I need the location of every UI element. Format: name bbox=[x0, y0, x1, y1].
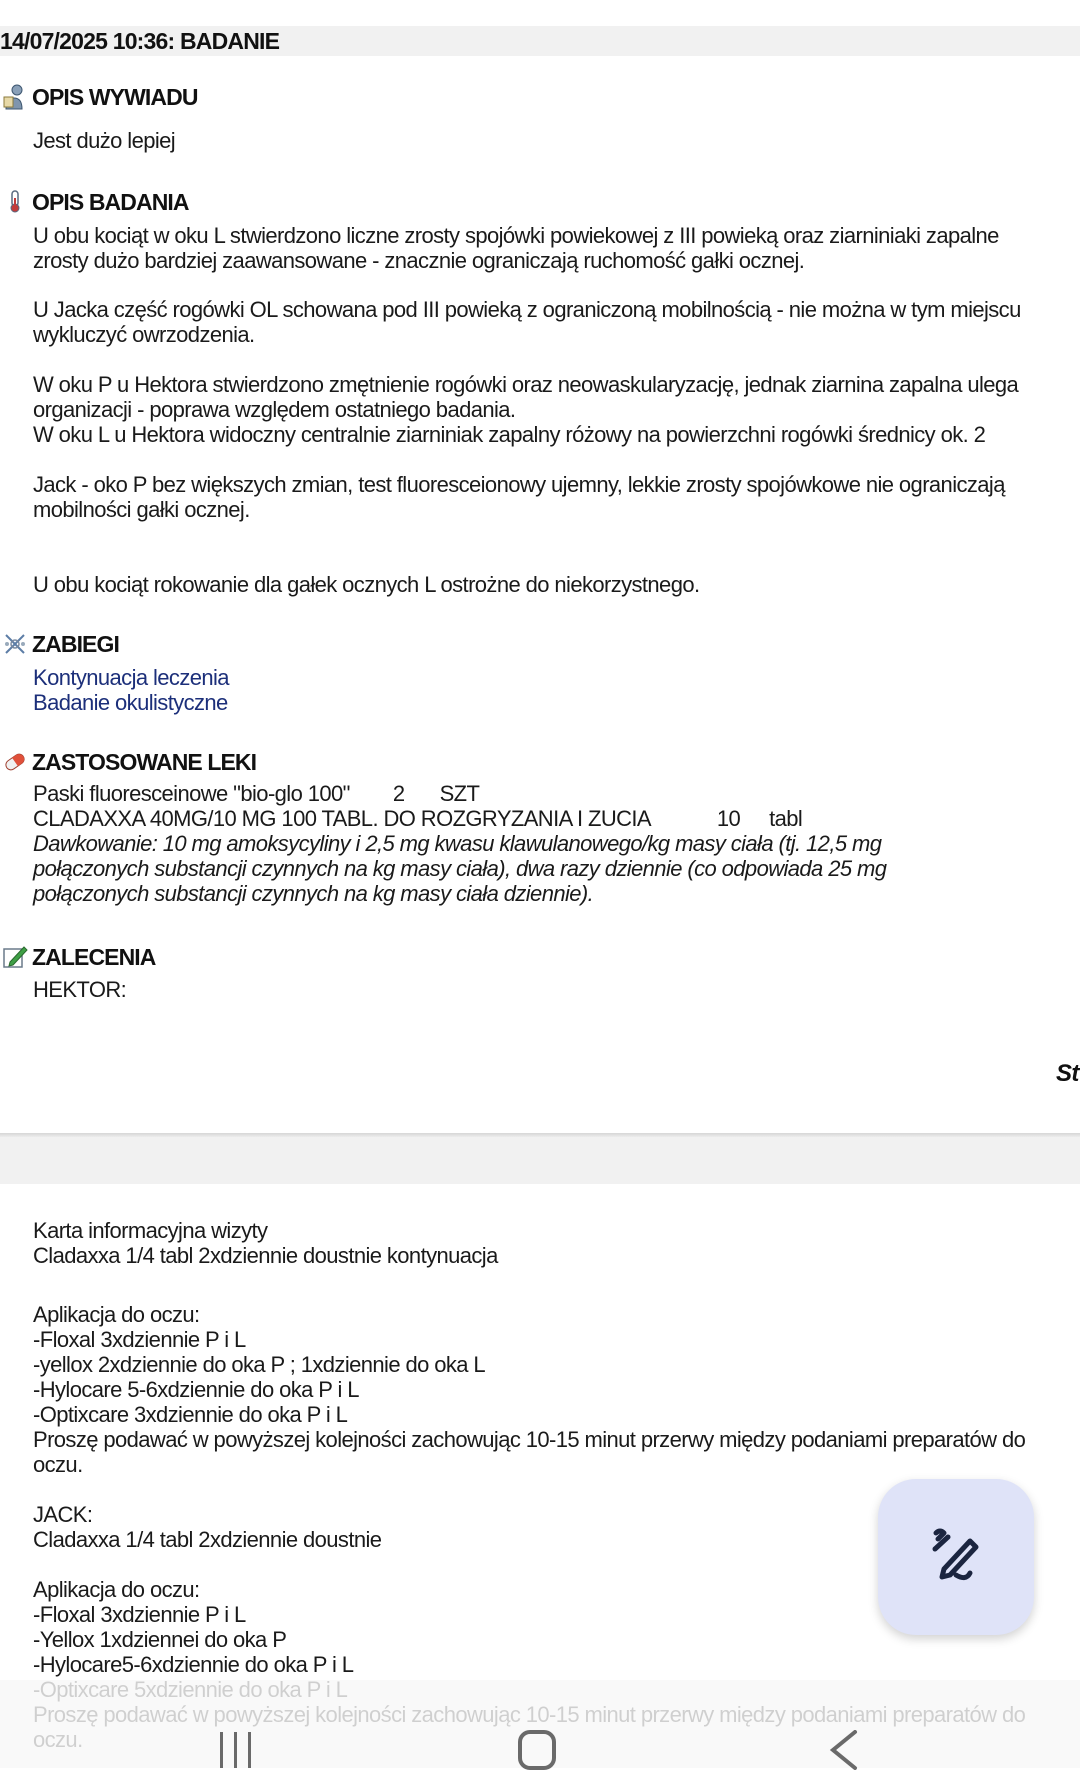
card-title: Karta informacyjna wizyty bbox=[33, 1218, 268, 1243]
card-line: Cladaxxa 1/4 tabl 2xdziennie doustnie bbox=[33, 1527, 382, 1552]
dosage-line: Dawkowanie: 10 mg amoksycyliny i 2,5 mg kwasu klawulanowego/kg masy ciała (tj. 12,5 mg bbox=[33, 831, 882, 856]
medication-unit: tabl bbox=[769, 806, 803, 831]
section-leki-title: ZASTOSOWANE LEKI bbox=[32, 748, 257, 775]
card-line: -Hylocare5-6xdziennie do oka P i L bbox=[33, 1652, 354, 1677]
medication-name: CLADAXXA 40MG/10 MG 100 TABL. DO ROZGRYZANIA I ZUCIA bbox=[33, 806, 650, 831]
card-line: oczu. bbox=[33, 1452, 83, 1477]
card-line: Aplikacja do oczu: bbox=[33, 1577, 200, 1602]
medication-qty: 10 bbox=[716, 806, 741, 831]
medication-unit: SZT bbox=[439, 781, 480, 806]
scissors-icon bbox=[0, 629, 30, 659]
badanie-line: U Jacka część rogówki OL schowana pod III powieką z ograniczoną mobilnością - nie można w tym miejscu bbox=[33, 297, 1021, 322]
section-leki-header bbox=[0, 747, 256, 777]
card-line: -Floxal 3xdziennie P i L bbox=[33, 1602, 246, 1627]
card-line: Proszę podawać w powyższej kolejności zachowując 10-15 minut przerwy między podaniami preparatów do bbox=[33, 1427, 1026, 1452]
badanie-line: W oku L u Hektora widoczny centralnie ziarniniak zapalny różowy na powierzchni rogówki średnicy ok. 2 bbox=[33, 422, 986, 447]
section-zalecenia-title: ZALECENIA bbox=[32, 943, 156, 970]
recent-apps-icon[interactable] bbox=[216, 1732, 256, 1768]
section-wywiad-title: OPIS WYWIADU bbox=[32, 83, 198, 110]
thermometer-icon bbox=[0, 187, 30, 217]
home-icon[interactable] bbox=[518, 1730, 556, 1770]
medication-name: Paski fluoresceinowe "bio-glo 100" bbox=[33, 781, 350, 806]
medication-qty: 2 bbox=[392, 781, 405, 806]
medication-row bbox=[33, 806, 802, 831]
badanie-line: W oku P u Hektora stwierdzono zmętnienie rogówki oraz neowaskularyzację, jednak ziarnina zapalna ulega bbox=[33, 372, 1019, 397]
section-zabiegi-header bbox=[0, 629, 119, 659]
wywiad-text: Jest dużo lepiej bbox=[33, 128, 176, 153]
edit-note-icon bbox=[0, 942, 30, 972]
edit-pen-icon bbox=[926, 1525, 986, 1590]
badanie-line: organizacji - poprawa względem ostatniego badania. bbox=[33, 397, 516, 422]
procedure-item: Badanie okulistyczne bbox=[33, 690, 228, 715]
section-zalecenia-header bbox=[0, 942, 156, 972]
badanie-line: wykluczyć owrzodzenia. bbox=[33, 322, 255, 347]
dosage-line: połączonych substancji czynnych na kg masy ciała dziennie). bbox=[33, 881, 594, 906]
cut-off-signature-text: St bbox=[1056, 1060, 1079, 1087]
section-zabiegi-title: ZABIEGI bbox=[32, 630, 119, 657]
card-line: -yellox 2xdziennie do oka P ; 1xdziennie do oka L bbox=[33, 1352, 486, 1377]
section-badanie-title: OPIS BADANIA bbox=[32, 188, 189, 215]
edit-fab-button[interactable] bbox=[878, 1479, 1034, 1635]
section-badanie-header bbox=[0, 187, 189, 217]
card-line: -Hylocare 5-6xdziennie do oka P i L bbox=[33, 1377, 359, 1402]
person-info-icon bbox=[0, 82, 30, 112]
card-line: Aplikacja do oczu: bbox=[33, 1302, 200, 1327]
medication-row bbox=[33, 781, 479, 806]
card-line: JACK: bbox=[33, 1502, 93, 1527]
badanie-line: Jack - oko P bez większych zmian, test fluoresceionowy ujemny, lekkie zrosty spojówkowe nie ograniczają bbox=[33, 472, 1005, 497]
visit-header bbox=[0, 26, 1080, 56]
card-line: -Optixcare 3xdziennie do oka P i L bbox=[33, 1402, 348, 1427]
badanie-line: zrosty dużo bardziej zaawansowane - znacznie ograniczają ruchomość gałki ocznej. bbox=[33, 248, 805, 273]
card-line: -Yellox 1xdziennei do oka P bbox=[33, 1627, 287, 1652]
page-gap bbox=[0, 1137, 1080, 1184]
dosage-line: połączonych substancji czynnych na kg masy ciała), dwa razy dziennie (co odpowiada 25 mg bbox=[33, 856, 887, 881]
pill-icon bbox=[0, 747, 30, 777]
badanie-line: U obu kociąt rokowanie dla gałek ocznych L ostrożne do niekorzystnego. bbox=[33, 572, 700, 597]
procedure-item: Kontynuacja leczenia bbox=[33, 665, 229, 690]
badanie-line: mobilności gałki ocznej. bbox=[33, 497, 250, 522]
card-line: -Floxal 3xdziennie P i L bbox=[33, 1327, 246, 1352]
back-icon[interactable] bbox=[825, 1730, 865, 1770]
badanie-line: U obu kociąt w oku L stwierdzono liczne zrosty spojówki powiekowej z III powieką oraz ziarniniaki zapalne bbox=[33, 223, 999, 248]
zalecenia-text: HEKTOR: bbox=[33, 977, 127, 1002]
visit-title: 14/07/2025 10:36: BADANIE bbox=[0, 28, 280, 54]
card-line: Cladaxxa 1/4 tabl 2xdziennie doustnie kontynuacja bbox=[33, 1243, 498, 1268]
section-wywiad-header bbox=[0, 82, 198, 112]
